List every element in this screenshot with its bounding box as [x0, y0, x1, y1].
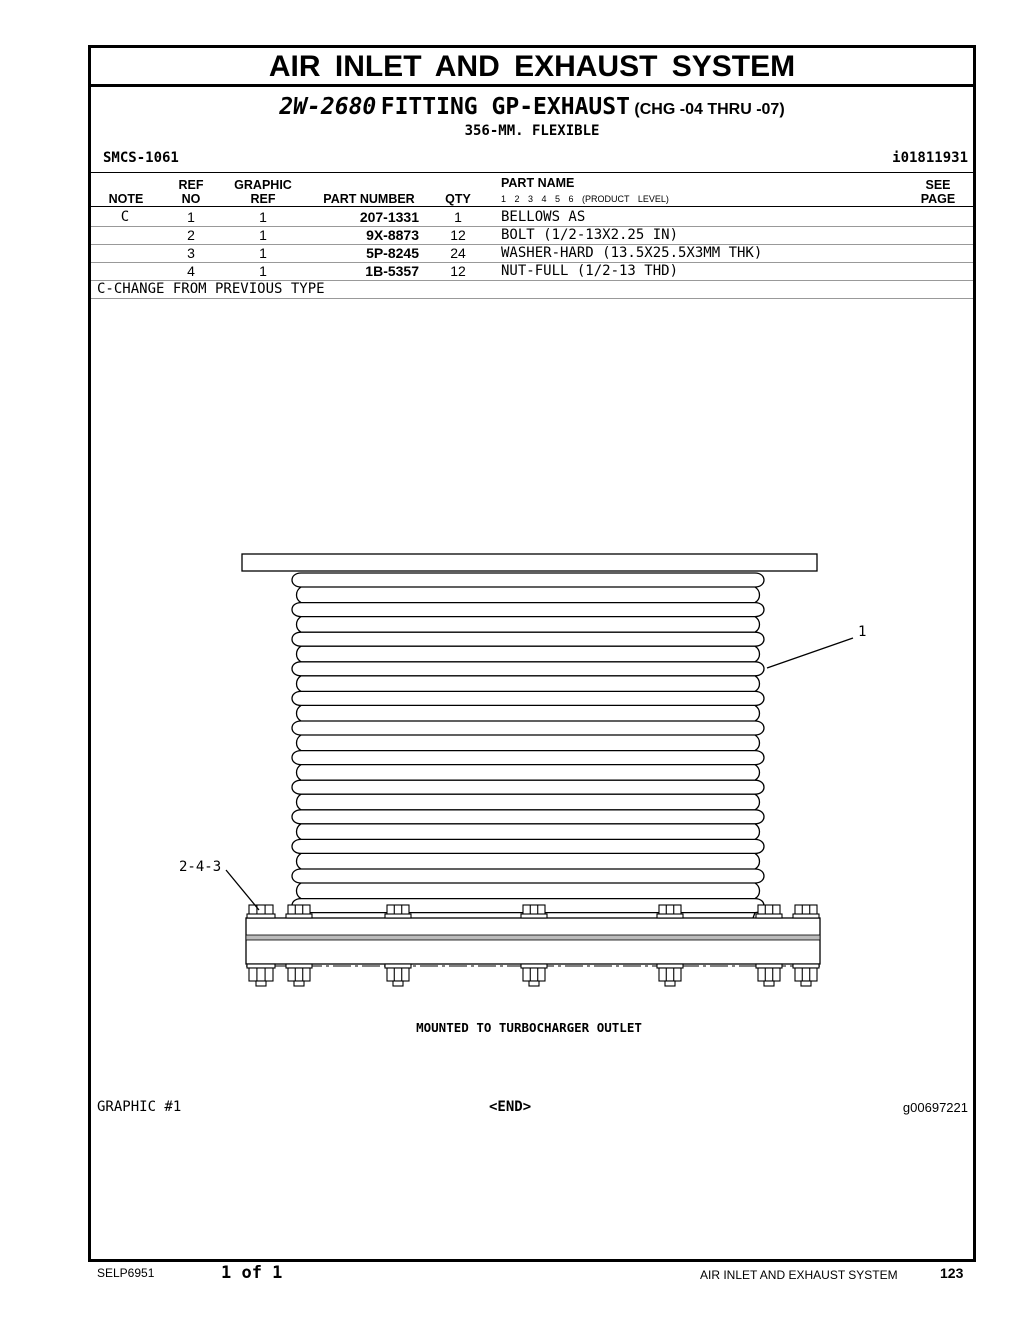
- bellows-convolutions: [292, 573, 764, 918]
- washer: [385, 914, 411, 918]
- convolution: [292, 691, 764, 705]
- nut: [659, 968, 681, 981]
- header-ref-no-top: REF: [178, 178, 204, 192]
- gasket: [246, 935, 820, 940]
- end-marker: <END>: [489, 1099, 532, 1115]
- valley: [297, 765, 302, 781]
- bellows-drawing: [91, 48, 973, 1259]
- valley: [297, 676, 302, 692]
- group-name: FITTING GP-EXHAUST: [380, 94, 630, 120]
- header-qty: QTY: [445, 192, 471, 206]
- row-2-ref-no: 2: [187, 227, 195, 243]
- bolt-tip: [665, 981, 675, 986]
- row-3-qty: 24: [450, 245, 466, 261]
- valley: [297, 617, 302, 633]
- valley: [755, 705, 760, 721]
- nut: [387, 968, 409, 981]
- valley: [755, 646, 760, 662]
- valley: [297, 883, 302, 899]
- header-see-page-top: SEE: [925, 178, 951, 192]
- washer: [793, 964, 819, 968]
- row-1-graphic-ref: 1: [259, 209, 267, 225]
- convolution: [292, 632, 764, 646]
- bolt-tip: [393, 981, 403, 986]
- row-2-graphic-ref: 1: [259, 227, 267, 243]
- valley: [755, 587, 760, 603]
- convolution: [292, 751, 764, 765]
- nut: [249, 968, 273, 981]
- bolt-tip: [294, 981, 304, 986]
- convolution: [292, 780, 764, 794]
- convolution: [292, 603, 764, 617]
- row-2-part-name: BOLT (1/2-13X2.25 IN): [501, 227, 679, 243]
- valley: [297, 853, 302, 869]
- valley: [755, 765, 760, 781]
- leader-line-2: [226, 870, 259, 910]
- washer: [247, 964, 275, 968]
- washer: [521, 964, 547, 968]
- group-subtitle: 356-MM. FLEXIBLE: [464, 123, 600, 139]
- nuts: [247, 964, 819, 986]
- row-1-part-name: BELLOWS AS: [501, 209, 586, 225]
- valley: [297, 735, 302, 751]
- header-product-level: 1 2 3 4 5 6 (PRODUCT LEVEL): [501, 194, 669, 204]
- valley: [755, 676, 760, 692]
- row-1-note: C: [120, 209, 130, 225]
- nut: [758, 968, 780, 981]
- graphic-id: g00697221: [902, 1100, 968, 1115]
- row-3-part-number: 5P-8245: [366, 245, 419, 261]
- header-part-name: PART NAME: [501, 176, 575, 190]
- publication-number: SELP6951: [97, 1266, 155, 1280]
- nut: [523, 968, 545, 981]
- convolution: [292, 869, 764, 883]
- change-footnote: C-CHANGE FROM PREVIOUS TYPE: [97, 281, 325, 297]
- washer: [247, 914, 275, 918]
- row-1-part-number: 207-1331: [359, 209, 419, 225]
- valley: [297, 587, 302, 603]
- valley: [297, 646, 302, 662]
- bolt-tip: [801, 981, 811, 986]
- section-footer: AIR INLET AND EXHAUST SYSTEM: [700, 1268, 898, 1282]
- washer: [385, 964, 411, 968]
- callout-2-4-3: 2-4-3: [179, 859, 222, 875]
- row-4-graphic-ref: 1: [259, 263, 267, 279]
- graphic-label: GRAPHIC #1: [97, 1099, 182, 1115]
- bottom-flange: [246, 918, 820, 964]
- row-1-qty: 1: [454, 209, 462, 225]
- valley: [755, 883, 760, 899]
- row-3-ref-no: 3: [187, 245, 195, 261]
- header-part-number: PART NUMBER: [323, 192, 415, 206]
- row-4-part-number: 1B-5357: [365, 263, 419, 279]
- page-frame: [88, 45, 976, 1262]
- convolution: [292, 662, 764, 676]
- page-number: 123: [940, 1265, 964, 1281]
- convolution: [292, 810, 764, 824]
- washer: [756, 914, 782, 918]
- row-4-ref-no: 4: [187, 263, 195, 279]
- washer: [756, 964, 782, 968]
- row-2-part-number: 9X-8873: [366, 227, 419, 243]
- row-3-part-name: WASHER-HARD (13.5X25.5X3MM THK): [501, 245, 763, 261]
- nut: [795, 968, 817, 981]
- header-note: NOTE: [108, 192, 144, 206]
- convolution: [292, 721, 764, 735]
- washer: [657, 914, 683, 918]
- washer: [521, 914, 547, 918]
- row-3-graphic-ref: 1: [259, 245, 267, 261]
- valley: [297, 824, 302, 840]
- header-see-page-bottom: PAGE: [920, 192, 956, 206]
- header-graphic-ref-bottom: REF: [250, 192, 276, 206]
- valley: [297, 794, 302, 810]
- callout-1: 1: [858, 624, 867, 640]
- row-4-part-name: NUT-FULL (1/2-13 THD): [501, 263, 679, 279]
- convolution: [292, 839, 764, 853]
- neck: [753, 913, 755, 918]
- drawing-caption: MOUNTED TO TURBOCHARGER OUTLET: [416, 1020, 642, 1035]
- bolt-tip: [256, 981, 266, 986]
- header-ref-no-bottom: NO: [181, 192, 201, 206]
- washer: [793, 914, 819, 918]
- valley: [755, 853, 760, 869]
- section-title: AIR INLET AND EXHAUST SYSTEM: [91, 48, 973, 87]
- nut: [288, 968, 310, 981]
- convolution: [292, 573, 764, 587]
- bolt-tip: [529, 981, 539, 986]
- leader-line-1: [767, 638, 853, 668]
- valley: [755, 617, 760, 633]
- page-of: 1 of 1: [221, 1263, 283, 1283]
- valley: [755, 735, 760, 751]
- row-2-qty: 12: [450, 227, 466, 243]
- washer: [657, 964, 683, 968]
- row-1-ref-no: 1: [187, 209, 195, 225]
- top-flange: [242, 554, 817, 571]
- smcs-code: SMCS-1061: [103, 150, 179, 166]
- header-graphic-ref-top: GRAPHIC: [234, 178, 292, 192]
- valley: [755, 824, 760, 840]
- washer: [286, 914, 312, 918]
- bolt-heads: [247, 905, 819, 918]
- bolt-tip: [764, 981, 774, 986]
- group-number: 2W-2680: [279, 94, 377, 120]
- washer: [286, 964, 312, 968]
- valley: [297, 705, 302, 721]
- row-4-qty: 12: [450, 263, 466, 279]
- valley: [755, 794, 760, 810]
- illustration-id: i01811931: [892, 150, 968, 166]
- serial-range: (CHG -04 THRU -07): [634, 101, 785, 118]
